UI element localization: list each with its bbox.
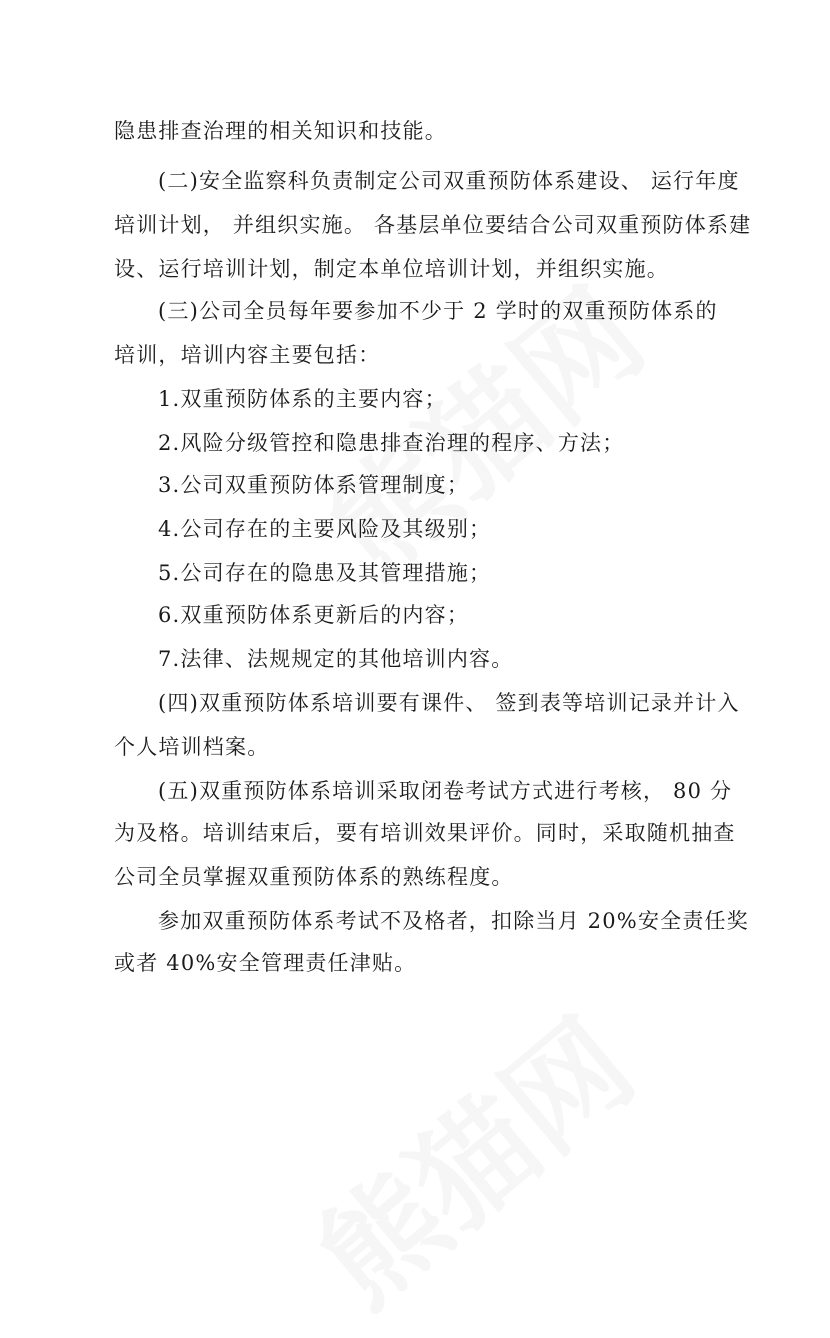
list-item-6: 6.双重预防体系更新后的内容； bbox=[158, 603, 470, 627]
body-line-5: (三)公司全员每年要参加不少于 2 学时的双重预防体系的 bbox=[158, 299, 718, 323]
body-line-18: 公司全员掌握双重预防体系的熟练程度。 bbox=[114, 865, 514, 889]
list-item-4: 4.公司存在的主要风险及其级别； bbox=[158, 517, 492, 541]
body-line-17: 为及格。培训结束后，要有培训效果评价。同时，采取随机抽查 bbox=[114, 821, 736, 845]
body-line-4: 设、运行培训计划，制定本单位培训计划，并组织实施。 bbox=[114, 257, 669, 281]
list-item-5: 5.公司存在的隐患及其管理措施； bbox=[158, 561, 492, 585]
watermark-lower bbox=[277, 974, 663, 1337]
list-item-7: 7.法律、法规规定的其他培训内容。 bbox=[158, 647, 514, 671]
body-line-16: (五)双重预防体系培训采取闭卷考试方式进行考核， 80 分 bbox=[158, 779, 733, 803]
body-line-20: 或者 40%安全管理责任津贴。 bbox=[114, 951, 417, 975]
body-line-19: 参加双重预防体系考试不及格者，扣除当月 20%安全责任奖 bbox=[158, 909, 749, 933]
body-line-14: (四)双重预防体系培训要有课件、 签到表等培训记录并计入 bbox=[158, 691, 740, 715]
body-line-2: (二)安全监察科负责制定公司双重预防体系建设、 运行年度 bbox=[158, 169, 740, 193]
body-line-1: 隐患排查治理的相关知识和技能。 bbox=[114, 119, 447, 143]
body-line-6: 培训，培训内容主要包括： bbox=[114, 343, 381, 367]
body-line-3: 培训计划， 并组织实施。 各基层单位要结合公司双重预防体系建 bbox=[114, 213, 752, 237]
list-item-1: 1.双重预防体系的主要内容； bbox=[158, 387, 447, 411]
list-item-3: 3.公司双重预防体系管理制度； bbox=[158, 473, 470, 497]
body-line-15: 个人培训档案。 bbox=[114, 735, 270, 759]
list-item-2: 2.风险分级管控和隐患排查治理的程序、方法； bbox=[158, 431, 625, 455]
